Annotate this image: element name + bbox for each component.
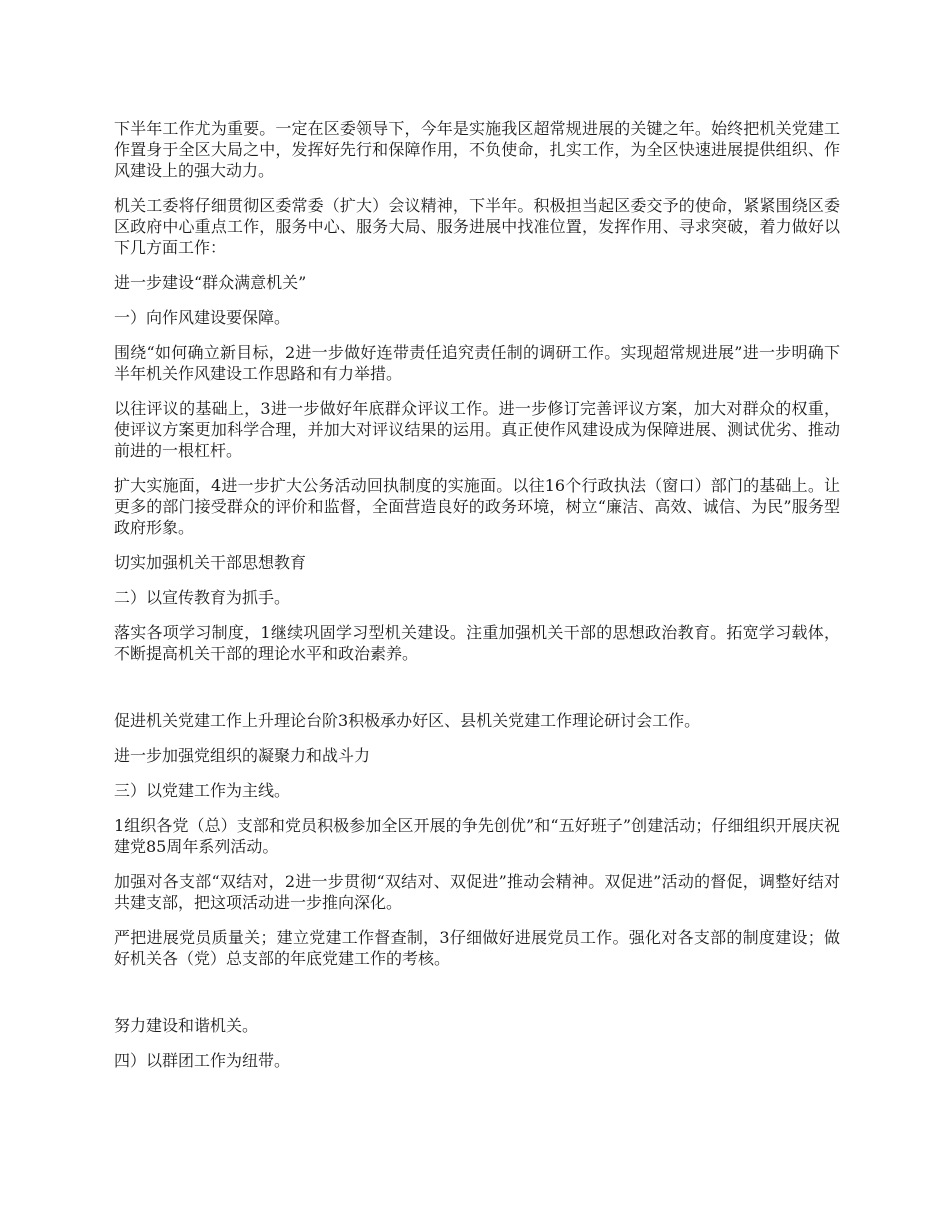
paragraph-2-3: 促进机关党建工作上升理论台阶3积极承办好区、县机关党建工作理论研讨会工作。	[114, 711, 701, 730]
paragraph-1-4: 扩大实施面，4进一步扩大公务活动回执制度的实施面。以往16个行政执法（窗口）部门的基础上。让更多的部门接受群众的评价和监督，全面营造良好的政务环境，树立“廉洁、高效、诚信、为民”服务型政府形象。	[114, 476, 840, 537]
subsection-heading-4: 四）以群团工作为纽带。	[114, 1051, 291, 1070]
section-heading-4: 努力建设和谐机关。	[114, 1016, 259, 1035]
subsection-heading-1: 一）向作风建设要保障。	[114, 308, 291, 327]
document-body	[114, 118, 840, 1085]
paragraph-3-1: 1组织各党（总）支部和党员积极参加全区开展的争先创优”和“五好班子”创建活动；仔细组织开展庆祝建党85周年系列活动。	[114, 816, 840, 856]
paragraph-3-3: 严把进展党员质量关；建立党建工作督查制，3仔细做好进展党员工作。强化对各支部的制度建设；做好机关各（党）总支部的年底党建工作的考核。	[114, 928, 840, 968]
section-heading-1: 进一步建设“群众满意机关”	[114, 273, 307, 292]
section-heading-3: 进一步加强党组织的凝聚力和战斗力	[114, 746, 371, 765]
paragraph-1-2: 围绕“如何确立新目标，2进一步做好连带责任追究责任制的调研工作。实现超常规进展”进一步明确下半年机关作风建设工作思路和有力举措。	[114, 343, 840, 383]
paragraph-intro: 下半年工作尤为重要。一定在区委领导下，今年是实施我区超常规进展的关键之年。始终把机关党建工作置身于全区大局之中，发挥好先行和保障作用，不负使命，扎实工作，为全区快速进展提供组织、作风建设上的强大动力。	[114, 119, 840, 180]
paragraph-2-1: 落实各项学习制度，1继续巩固学习型机关建设。注重加强机关干部的思想政治教育。拓宽学习载体，不断提高机关干部的理论水平和政治素养。	[114, 623, 840, 663]
section-heading-2: 切实加强机关干部思想教育	[114, 553, 307, 572]
paragraph-3-2: 加强对各支部“双结对，2进一步贯彻“双结对、双促进”推动会精神。双促进”活动的督促，调整好结对共建支部，把这项活动进一步推向深化。	[114, 872, 840, 912]
paragraph-1-3: 以往评议的基础上，3进一步做好年底群众评议工作。进一步修订完善评议方案，加大对群众的权重，使评议方案更加科学合理，并加大对评议结果的运用。真正使作风建设成为保障进展、测试优劣、推动前进的一根杠杆。	[114, 399, 840, 460]
subsection-heading-2: 二）以宣传教育为抓手。	[114, 588, 291, 607]
subsection-heading-3: 三）以党建工作为主线。	[114, 781, 291, 800]
paragraph-overview: 机关工委将仔细贯彻区委常委（扩大）会议精神，下半年。积极担当起区委交予的使命，紧紧围绕区委区政府中心重点工作，服务中心、服务大局、服务进展中找准位置，发挥作用、寻求突破，着力做好以下几方面工作：	[114, 196, 840, 257]
